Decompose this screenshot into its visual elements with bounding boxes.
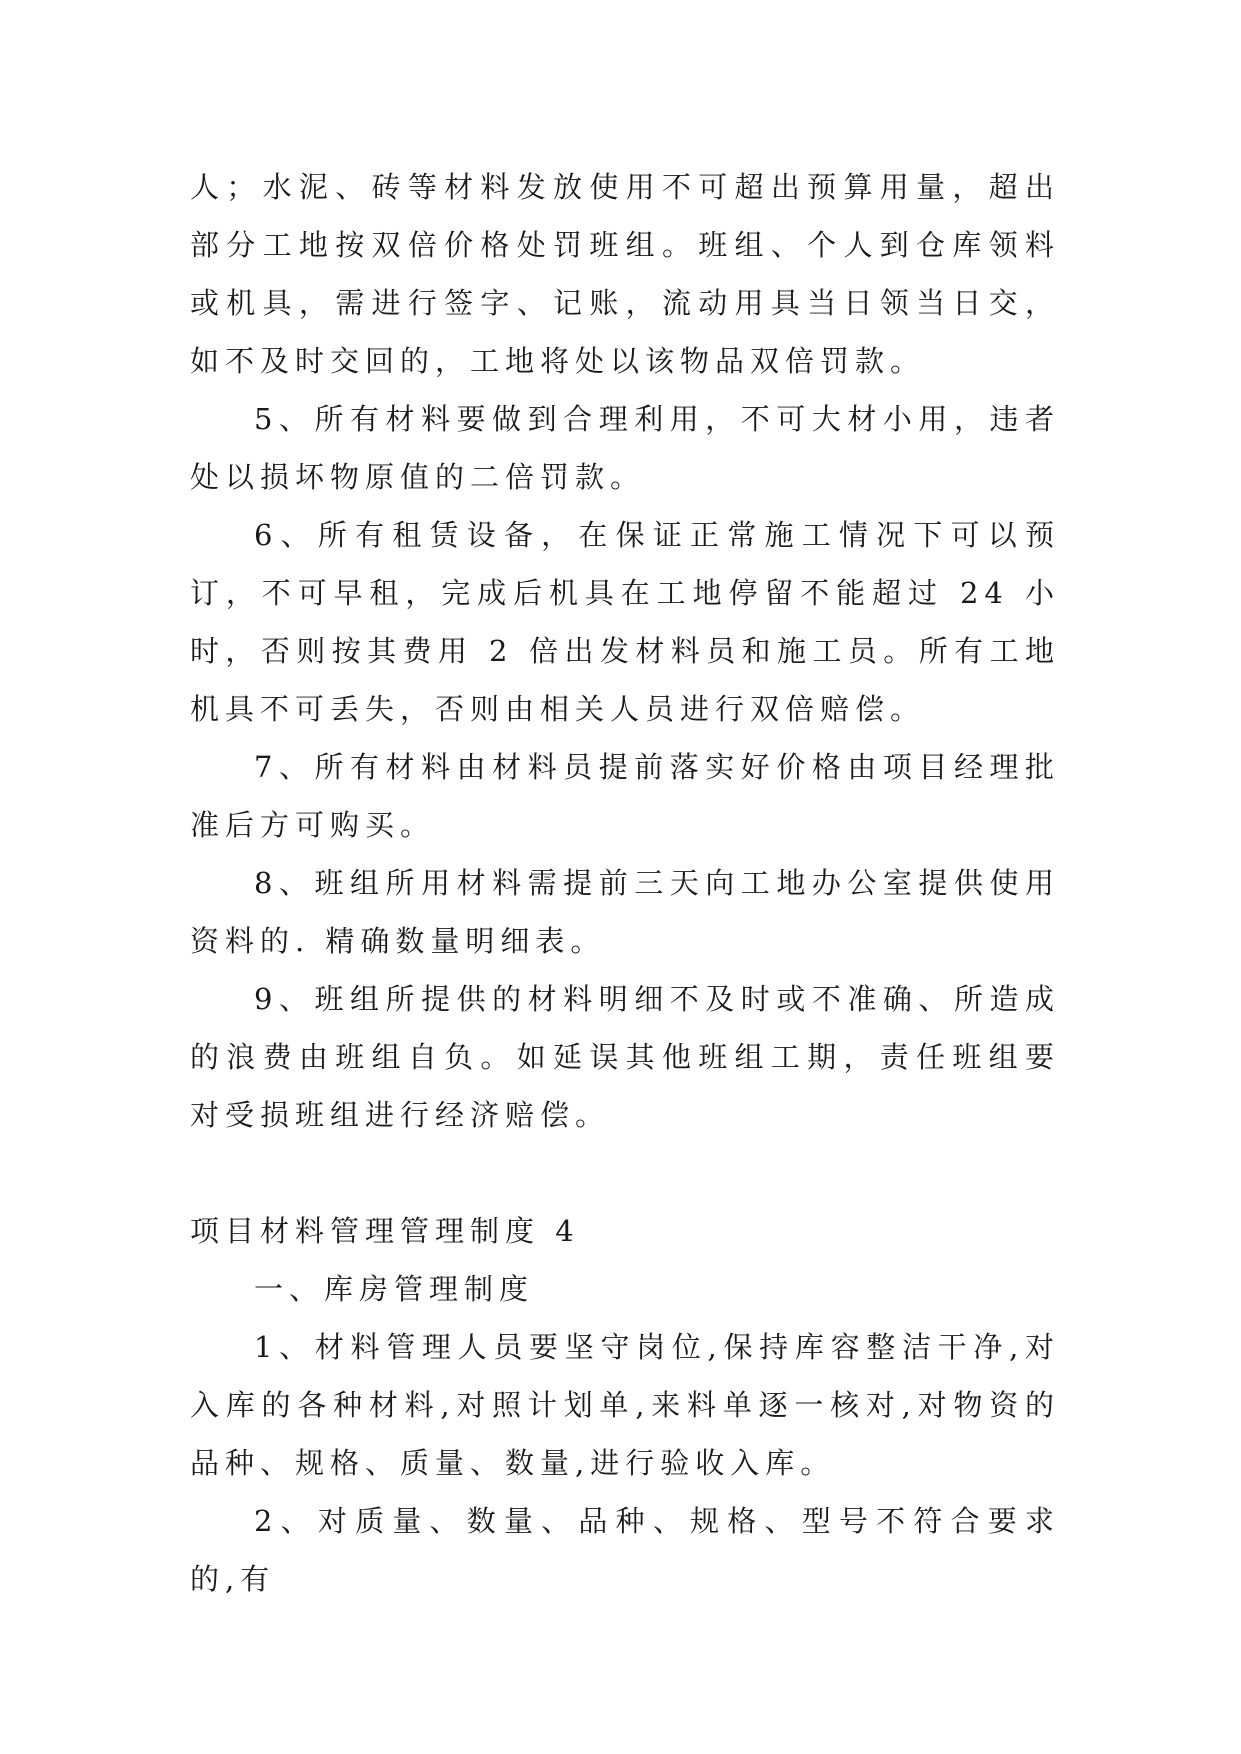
section-title: 项目材料管理管理制度 4: [190, 1214, 580, 1248]
section-spacer: [190, 1144, 1060, 1202]
paragraph-item-7: 7、所有材料由材料员提前落实好价格由项目经理批准后方可购买。: [190, 750, 1060, 842]
paragraph-item-9: 9、班组所提供的材料明细不及时或不准确、所造成的浪费由班组自负。如延误其他班组工期，责任班组要对受损班组进行经济赔偿。: [190, 982, 1060, 1132]
paragraph-storage-1: 1、材料管理人员要坚守岗位,保持库容整洁干净,对入库的各种材料,对照计划单,来料单逐一核对,对物资的品种、规格、质量、数量,进行验收入库。: [190, 1330, 1060, 1480]
paragraph-storage-2: 2、对质量、数量、品种、规格、型号不符合要求的,有: [190, 1504, 1060, 1596]
paragraph-item-5: 5、所有材料要做到合理利用，不可大材小用，违者处以损坏物原值的二倍罚款。: [190, 402, 1060, 494]
paragraph-item-8: 8、班组所用材料需提前三天向工地办公室提供使用资料的. 精确数量明细表。: [190, 866, 1060, 958]
document-body: [190, 158, 1060, 1608]
paragraph-item-6: 6、所有租赁设备，在保证正常施工情况下可以预订，不可早租，完成后机具在工地停留不能超过 24 小时，否则按其费用 2 倍出发材料员和施工员。所有工地机具不可丢失，否则由相关人员进行双倍赔偿。: [190, 518, 1060, 726]
paragraph-continuation: 人；水泥、砖等材料发放使用不可超出预算用量，超出部分工地按双倍价格处罚班组。班组、个人到仓库领料或机具，需进行签字、记账，流动用具当日领当日交，如不及时交回的，工地将处以该物品双倍罚款。: [190, 170, 1060, 378]
subsection-title: 一、库房管理制度: [254, 1272, 535, 1306]
